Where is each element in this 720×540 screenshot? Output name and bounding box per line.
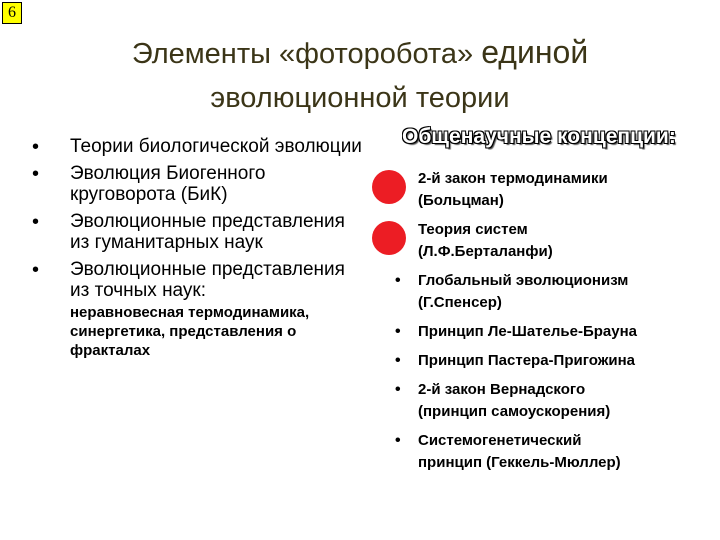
bullet-icon: •	[395, 272, 401, 289]
list-item-line-1: Системогенетический	[418, 432, 582, 449]
list-item-line-2: (принцип самоускорения)	[418, 403, 611, 420]
title-line-1-a: Элементы «фоторобота»	[131, 38, 482, 70]
slide-number-badge: 6	[2, 2, 22, 24]
right-bullet-list	[372, 168, 720, 481]
list-item	[372, 168, 720, 212]
list-item-line-2: (Л.Ф.Берталанфи)	[418, 243, 553, 260]
left-bullet-list	[32, 136, 362, 366]
list-item	[32, 211, 362, 253]
concepts-heading: Общенаучные концепции:	[402, 125, 676, 148]
list-item	[372, 321, 720, 343]
list-item	[32, 136, 362, 157]
list-item-line-1: Принцип Пастера-Пригожина	[418, 352, 635, 369]
list-item-subtext: неравновесная термодинамика, синергетика, представления о фракталах	[70, 304, 310, 359]
list-item	[32, 163, 362, 205]
red-circle-icon	[372, 170, 406, 204]
bullet-icon: •	[32, 136, 40, 158]
list-item-line-2: (Г.Спенсер)	[418, 294, 502, 311]
list-item-line-1: 2-й закон термодинамики	[418, 170, 608, 187]
list-item	[372, 270, 720, 314]
list-item-text: Теории биологической эволюции	[70, 136, 362, 157]
list-item-text: Эволюционные представления из гуманитарных наук	[70, 211, 345, 253]
title-line-1-b: единой	[481, 34, 589, 70]
bullet-icon: •	[32, 163, 40, 185]
list-item	[372, 350, 720, 372]
list-item-line-1: Теория систем	[418, 221, 528, 238]
bullet-icon: •	[395, 323, 401, 340]
list-item	[372, 430, 720, 474]
bullet-icon: •	[395, 432, 401, 449]
red-circle-icon	[372, 221, 406, 255]
bullet-icon: •	[395, 352, 401, 369]
list-item-line-1: 2-й закон Вернадского	[418, 381, 586, 398]
list-item	[372, 379, 720, 423]
list-item	[32, 259, 362, 360]
list-item-line-2: (Больцман)	[418, 192, 504, 209]
bullet-icon: •	[32, 259, 40, 281]
bullet-icon: •	[32, 211, 40, 233]
title-line-1	[40, 30, 680, 76]
slide-title	[40, 30, 680, 120]
list-item-line-1: Глобальный эволюционизм	[418, 272, 629, 289]
list-item-line-2: принцип (Геккель-Мюллер)	[418, 454, 621, 471]
bullet-icon: •	[395, 381, 401, 398]
list-item-text: Эволюция Биогенного круговорота (БиК)	[70, 163, 266, 205]
title-line-2: эволюционной теории	[210, 82, 510, 114]
list-item-text: Эволюционные представления из точных наук:	[70, 259, 345, 301]
list-item	[372, 219, 720, 263]
list-item-line-1: Принцип Ле-Шателье-Брауна	[418, 323, 637, 340]
